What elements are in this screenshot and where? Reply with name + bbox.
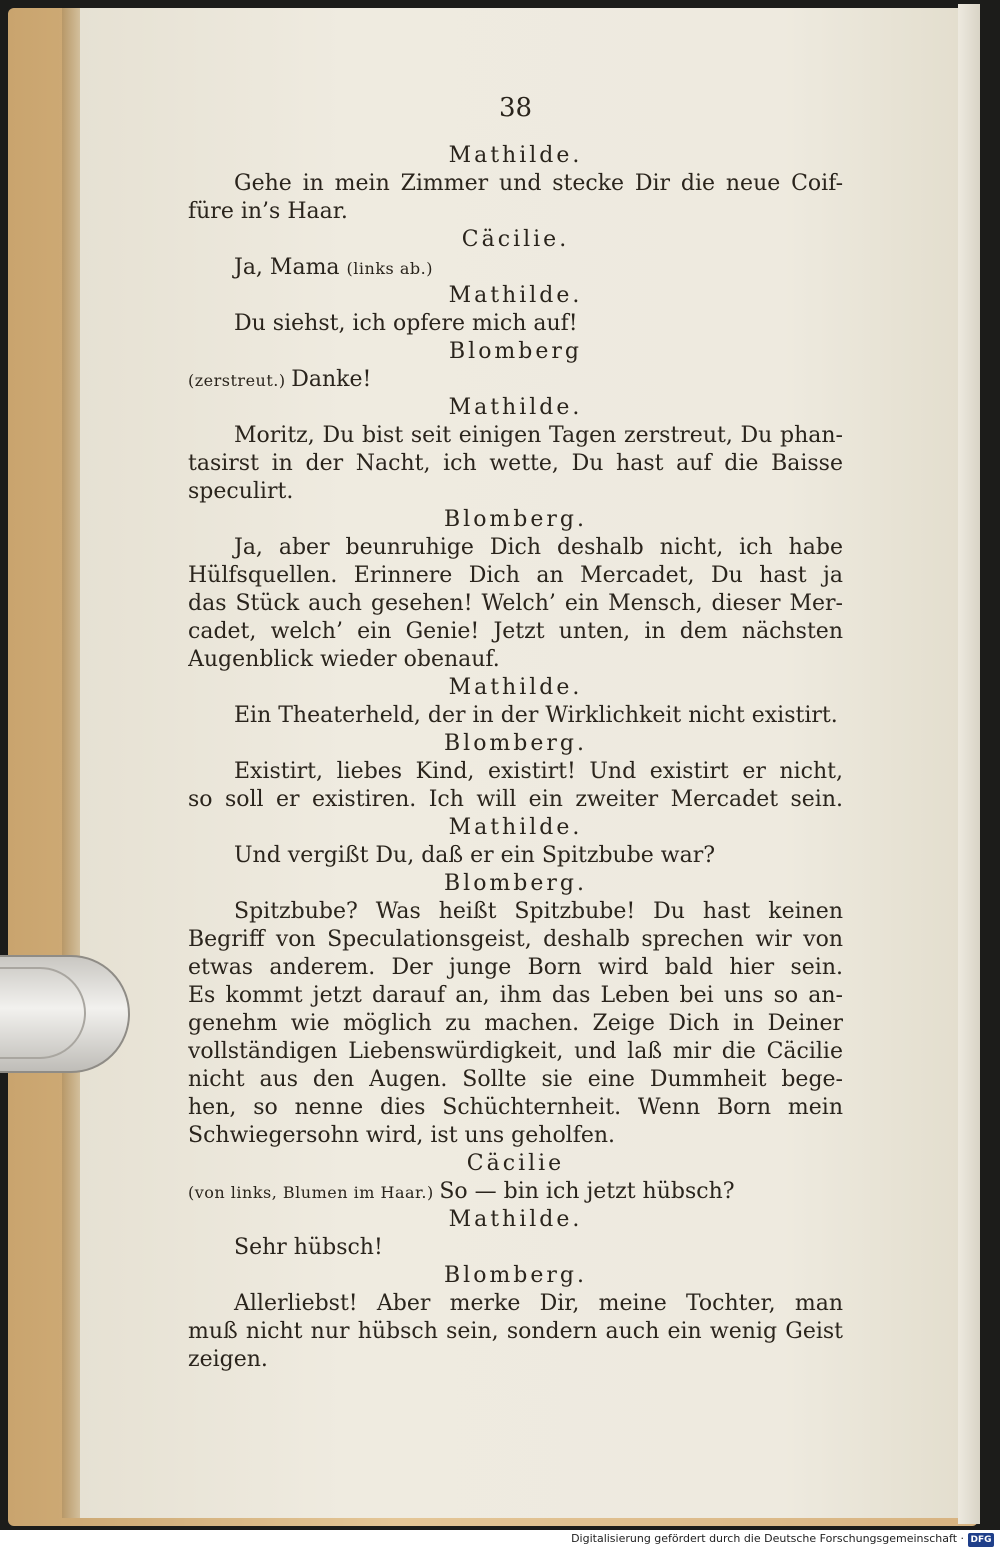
dfg-logo-icon: DFG [968, 1533, 994, 1547]
page-clip-inner [0, 967, 86, 1059]
text-lines [188, 142, 843, 1374]
line-text: Ja, Mama [234, 255, 347, 280]
text-line: Du siehst, ich opfere mich auf! [234, 311, 578, 336]
text-line: Augenblick wieder obenauf. [188, 647, 500, 672]
speaker-name: Mathilde. [448, 1207, 583, 1232]
page-gutter-shadow [62, 8, 82, 1518]
speaker-name: Mathilde. [448, 675, 583, 700]
text-line [188, 366, 843, 394]
text-line: tasirst in der Nacht, ich wette, Du hast auf die Baisse [188, 451, 843, 476]
speaker-name: Blomberg. [443, 507, 587, 532]
text-line: Es kommt jetzt darauf an, ihm das Leben bei uns so an- [188, 983, 843, 1008]
text-line: genehm wie möglich zu machen. Zeige Dich in Deiner [188, 1011, 843, 1036]
text-line: speculirt. [188, 479, 294, 504]
speaker-name: Blomberg. [443, 731, 587, 756]
text-line: Ein Theaterheld, der in der Wirklichkeit nicht existirt. [234, 703, 838, 728]
speaker-name: Blomberg. [443, 1263, 587, 1288]
text-line: nicht aus den Augen. Sollte sie eine Dummheit bege- [188, 1067, 843, 1092]
text-line: Ja, aber beunruhige Dich deshalb nicht, ich habe [234, 535, 843, 560]
next-page-edge [958, 4, 980, 1524]
line-text: So — bin ich jetzt hübsch? [439, 1179, 735, 1204]
text-line: zeigen. [188, 1347, 268, 1372]
text-line: so soll er existiren. Ich will ein zweiter Mercadet sein. [188, 787, 843, 812]
text-line: Moritz, Du bist seit einigen Tagen zerstreut, Du phan- [234, 423, 843, 448]
text-line: Sehr hübsch! [234, 1235, 383, 1260]
text-line: cadet, welch’ ein Genie! Jetzt unten, in dem nächsten [188, 619, 843, 644]
text-line: etwas anderem. Der junge Born wird bald hier sein. [188, 955, 843, 980]
text-line: Schwiegersohn wird, ist uns geholfen. [188, 1123, 616, 1148]
page-text [188, 88, 843, 1374]
text-line: muß nicht nur hübsch sein, sondern auch ein wenig Geist [188, 1319, 843, 1344]
footer-bar [0, 1530, 1000, 1551]
text-line [188, 254, 843, 282]
text-line [188, 1178, 843, 1206]
text-line: Gehe in mein Zimmer und stecke Dir die neue Coif- [234, 171, 843, 196]
stage-direction: (von links, Blumen im Haar.) [188, 1183, 440, 1202]
speaker-name: Mathilde. [448, 283, 583, 308]
text-line: Und vergißt Du, daß er ein Spitzbube war? [234, 843, 716, 868]
speaker-name: Mathilde. [448, 143, 583, 168]
line-text: Danke! [291, 367, 372, 392]
text-line: Spitzbube? Was heißt Spitzbube! Du hast keinen [234, 899, 843, 924]
speaker-name: Blomberg. [443, 871, 587, 896]
speaker-name: Blomberg [448, 339, 582, 364]
text-line: hen, so nenne dies Schüchternheit. Wenn Born mein [188, 1095, 843, 1120]
text-line: Hülfsquellen. Erinnere Dich an Mercadet, Du hast ja [188, 563, 843, 588]
stage-direction: (links ab.) [346, 259, 433, 278]
text-line: Begriff von Speculationsgeist, deshalb sprechen wir von [188, 927, 843, 952]
speaker-name: Cäcilie. [461, 227, 570, 252]
text-line: vollständigen Liebenswürdigkeit, und laß mir die Cäcilie [188, 1039, 843, 1064]
speaker-name: Cäcilie [466, 1151, 565, 1176]
text-line: Allerliebst! Aber merke Dir, meine Tochter, man [234, 1291, 843, 1316]
speaker-name: Mathilde. [448, 395, 583, 420]
speaker-name: Mathilde. [448, 815, 583, 840]
stage-direction: (zerstreut.) [188, 371, 292, 390]
funding-notice: Digitalisierung gefördert durch die Deutsche Forschungsgemeinschaft · [571, 1532, 964, 1545]
text-line: füre in’s Haar. [188, 199, 348, 224]
text-line: das Stück auch gesehen! Welch’ ein Mensch, dieser Mer- [188, 591, 843, 616]
page-number: 38 [498, 93, 533, 123]
page-clip-icon [0, 955, 130, 1073]
text-line: Existirt, liebes Kind, existirt! Und existirt er nicht, [234, 759, 843, 784]
